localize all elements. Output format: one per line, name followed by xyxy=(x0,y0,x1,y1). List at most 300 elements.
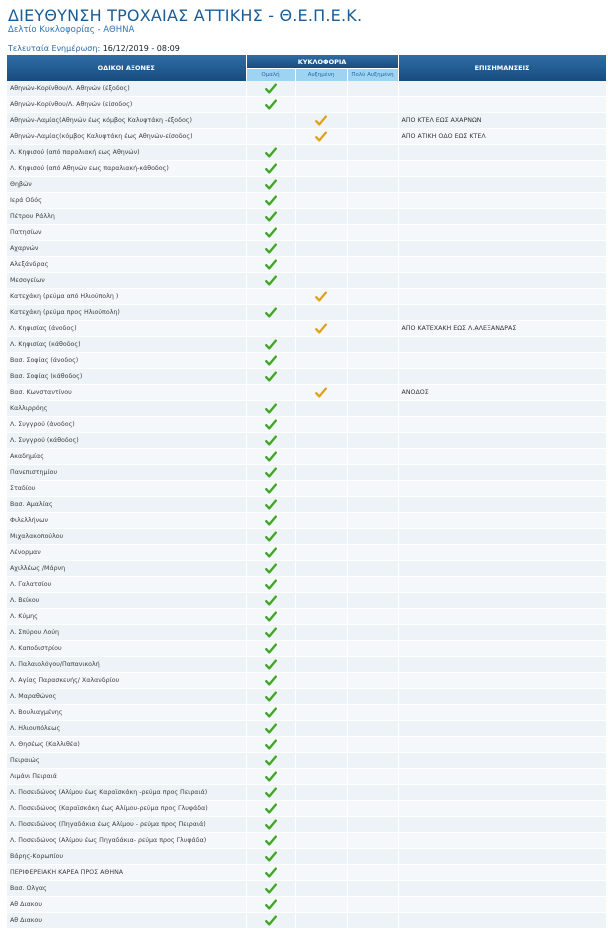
status-very-increased-cell xyxy=(347,753,398,769)
checkmark-icon xyxy=(315,291,327,302)
status-very-increased-cell xyxy=(347,241,398,257)
road-name: Βάρης-Κορωπίου xyxy=(7,849,246,865)
status-normal-cell xyxy=(246,177,295,193)
road-note xyxy=(398,497,606,513)
road-note xyxy=(398,737,606,753)
status-increased-cell xyxy=(295,129,347,145)
last-updated-value: 16/12/2019 - 08:09 xyxy=(102,44,180,53)
road-name: Πέτρου Ράλλη xyxy=(7,209,246,225)
status-very-increased-cell xyxy=(347,657,398,673)
status-very-increased-cell xyxy=(347,257,398,273)
status-increased-cell xyxy=(295,609,347,625)
road-name: Αθηνών-Λαμίας(Αθηνών έως κόμβος Καλυφτάκη -έξοδος) xyxy=(7,113,246,129)
table-row xyxy=(7,689,606,705)
road-note xyxy=(398,257,606,273)
page-header xyxy=(0,0,608,56)
checkmark-icon xyxy=(265,691,277,702)
road-name: Βασ. Ολγας xyxy=(7,881,246,897)
road-name: Κατεχάκη (ρεύμα προς Ηλιούπολη) xyxy=(7,305,246,321)
status-increased-cell xyxy=(295,833,347,849)
status-normal-cell xyxy=(246,801,295,817)
table-row xyxy=(7,529,606,545)
road-note xyxy=(398,881,606,897)
table-row xyxy=(7,513,606,529)
status-increased-cell xyxy=(295,801,347,817)
status-very-increased-cell xyxy=(347,833,398,849)
table-row xyxy=(7,657,606,673)
road-name: Λ. Ποσειδώνος (Αλίμου έως Καραϊσκάκη -ρεύμα προς Πειραιά) xyxy=(7,785,246,801)
table-row xyxy=(7,401,606,417)
table-row xyxy=(7,129,606,145)
status-normal-cell xyxy=(246,609,295,625)
status-very-increased-cell xyxy=(347,177,398,193)
road-name: Λ. Ηλιουπόλεως xyxy=(7,721,246,737)
status-normal-cell xyxy=(246,81,295,97)
road-name: Καλλιρρόης xyxy=(7,401,246,417)
status-normal-cell xyxy=(246,577,295,593)
table-row xyxy=(7,305,606,321)
road-name: ΠΕΡΙΦΕΡΕΙΑΚΗ ΚΑΡΕΑ ΠΡΟΣ ΑΘΗΝΑ xyxy=(7,865,246,881)
road-name: Λ. Παλαιολόγου/Παπανικολή xyxy=(7,657,246,673)
status-increased-cell xyxy=(295,449,347,465)
table-row xyxy=(7,193,606,209)
page-title: ΔΙΕΥΘΥΝΣΗ ΤΡΟΧΑΙΑΣ ΑΤΤΙΚΗΣ - Θ.Ε.Π.Ε.Κ. xyxy=(8,6,363,25)
status-normal-cell xyxy=(246,353,295,369)
road-name: Λ. Μαραθώνος xyxy=(7,689,246,705)
road-note xyxy=(398,529,606,545)
status-normal-cell xyxy=(246,273,295,289)
table-row xyxy=(7,497,606,513)
table-row xyxy=(7,673,606,689)
status-increased-cell xyxy=(295,673,347,689)
status-increased-cell xyxy=(295,113,347,129)
status-increased-cell xyxy=(295,81,347,97)
checkmark-icon xyxy=(265,611,277,622)
status-very-increased-cell xyxy=(347,449,398,465)
status-normal-cell xyxy=(246,289,295,305)
table-row xyxy=(7,753,606,769)
status-normal-cell xyxy=(246,161,295,177)
status-normal-cell xyxy=(246,737,295,753)
road-name: Αθηνών-Κορίνθου/Λ. Αθηνών (είσοδος) xyxy=(7,97,246,113)
status-very-increased-cell xyxy=(347,337,398,353)
road-name: Λ. Βουλιαγμένης xyxy=(7,705,246,721)
status-increased-cell xyxy=(295,593,347,609)
table-row xyxy=(7,609,606,625)
checkmark-icon xyxy=(265,915,277,926)
status-very-increased-cell xyxy=(347,497,398,513)
road-name: Λ. Ποσειδώνος (Αλίμου έως Πηγαδάκια- ρεύμα προς Γλυφάδα) xyxy=(7,833,246,849)
status-very-increased-cell xyxy=(347,81,398,97)
status-increased-cell xyxy=(295,769,347,785)
status-very-increased-cell xyxy=(347,577,398,593)
status-very-increased-cell xyxy=(347,529,398,545)
status-very-increased-cell xyxy=(347,401,398,417)
status-increased-cell xyxy=(295,561,347,577)
checkmark-icon xyxy=(265,339,277,350)
road-name: Λ. Ποσειδώνος (Καραϊσκάκη έως Αλίμου-ρεύμα προς Γλυφάδα) xyxy=(7,801,246,817)
status-normal-cell xyxy=(246,769,295,785)
status-normal-cell xyxy=(246,97,295,113)
road-note xyxy=(398,225,606,241)
road-note xyxy=(398,801,606,817)
status-increased-cell xyxy=(295,321,347,337)
table-row xyxy=(7,465,606,481)
road-note xyxy=(398,577,606,593)
status-normal-cell xyxy=(246,545,295,561)
status-increased-cell xyxy=(295,497,347,513)
table-row xyxy=(7,897,606,913)
status-increased-cell xyxy=(295,545,347,561)
checkmark-icon xyxy=(265,163,277,174)
road-name: Λ. Κηφισίας (κάθοδος) xyxy=(7,337,246,353)
table-row xyxy=(7,417,606,433)
status-increased-cell xyxy=(295,433,347,449)
road-name: Σταδίου xyxy=(7,481,246,497)
table-row xyxy=(7,625,606,641)
table-row xyxy=(7,433,606,449)
checkmark-icon xyxy=(265,675,277,686)
header-level-increased: Αυξημένη xyxy=(295,69,347,82)
road-name: Φιλελλήνων xyxy=(7,513,246,529)
road-name: Θηβών xyxy=(7,177,246,193)
road-note xyxy=(398,305,606,321)
status-very-increased-cell xyxy=(347,321,398,337)
status-normal-cell xyxy=(246,113,295,129)
road-note xyxy=(398,609,606,625)
status-increased-cell xyxy=(295,209,347,225)
checkmark-icon xyxy=(265,499,277,510)
road-note xyxy=(398,209,606,225)
road-note xyxy=(398,465,606,481)
road-name: Μιχαλακοπούλου xyxy=(7,529,246,545)
status-normal-cell xyxy=(246,881,295,897)
road-note xyxy=(398,593,606,609)
road-note xyxy=(398,401,606,417)
table-row xyxy=(7,225,606,241)
road-name: Βασ. Σοφίας (κάθοδος) xyxy=(7,369,246,385)
checkmark-icon xyxy=(315,131,327,142)
road-name: Λιμάνι Πειραιά xyxy=(7,769,246,785)
status-normal-cell xyxy=(246,401,295,417)
table-row xyxy=(7,449,606,465)
status-very-increased-cell xyxy=(347,433,398,449)
road-name: Πατησίων xyxy=(7,225,246,241)
table-row xyxy=(7,113,606,129)
road-note: ΑΠΟ ΚΤΕΛ ΕΩΣ ΑΧΑΡΝΩΝ xyxy=(398,113,606,129)
road-name: Λ. Κηφισού (από παραλιακή εως Αθηνών) xyxy=(7,145,246,161)
status-very-increased-cell xyxy=(347,689,398,705)
status-very-increased-cell xyxy=(347,353,398,369)
status-increased-cell xyxy=(295,641,347,657)
road-note xyxy=(398,193,606,209)
checkmark-icon xyxy=(265,419,277,430)
status-increased-cell xyxy=(295,529,347,545)
status-increased-cell xyxy=(295,417,347,433)
road-note xyxy=(398,241,606,257)
status-very-increased-cell xyxy=(347,817,398,833)
status-very-increased-cell xyxy=(347,785,398,801)
status-normal-cell xyxy=(246,257,295,273)
checkmark-icon xyxy=(265,627,277,638)
road-name: Λ. Βείκου xyxy=(7,593,246,609)
status-very-increased-cell xyxy=(347,705,398,721)
road-note xyxy=(398,369,606,385)
road-note xyxy=(398,417,606,433)
status-normal-cell xyxy=(246,449,295,465)
status-normal-cell xyxy=(246,673,295,689)
table-row xyxy=(7,913,606,929)
checkmark-icon xyxy=(265,243,277,254)
status-increased-cell xyxy=(295,273,347,289)
status-normal-cell xyxy=(246,625,295,641)
checkmark-icon xyxy=(265,467,277,478)
status-very-increased-cell xyxy=(347,849,398,865)
status-very-increased-cell xyxy=(347,913,398,929)
road-note xyxy=(398,913,606,929)
checkmark-icon xyxy=(265,435,277,446)
status-very-increased-cell xyxy=(347,193,398,209)
header-level-very-increased: Πολύ Αυξημένη xyxy=(347,69,398,82)
page-subtitle: Δελτίο Κυκλοφορίας - ΑΘΗΝΑ xyxy=(8,25,135,35)
status-very-increased-cell xyxy=(347,465,398,481)
header-roads: ΟΔΙΚΟΙ ΑΞΟΝΕΣ xyxy=(7,55,246,81)
table-row xyxy=(7,849,606,865)
status-normal-cell xyxy=(246,913,295,929)
checkmark-icon xyxy=(265,579,277,590)
status-normal-cell xyxy=(246,513,295,529)
table-row xyxy=(7,881,606,897)
road-name: Πειραιώς xyxy=(7,753,246,769)
checkmark-icon xyxy=(265,595,277,606)
road-name: Βασ. Σοφίας (άνοδος) xyxy=(7,353,246,369)
table-row xyxy=(7,833,606,849)
status-increased-cell xyxy=(295,97,347,113)
road-note xyxy=(398,81,606,97)
header-traffic: ΚΥΚΛΟΦΟΡΙΑ xyxy=(246,55,398,69)
road-name: Αθηνών-Λαμίας(κόμβος Καλυφτάκη έως Αθηνών-είσοδος) xyxy=(7,129,246,145)
status-increased-cell xyxy=(295,145,347,161)
table-row xyxy=(7,289,606,305)
road-name: Λ. Κηφισίας (άνοδος) xyxy=(7,321,246,337)
status-increased-cell xyxy=(295,385,347,401)
road-note xyxy=(398,753,606,769)
status-very-increased-cell xyxy=(347,385,398,401)
status-normal-cell xyxy=(246,369,295,385)
table-row xyxy=(7,721,606,737)
status-increased-cell xyxy=(295,849,347,865)
road-note xyxy=(398,689,606,705)
status-very-increased-cell xyxy=(347,113,398,129)
status-very-increased-cell xyxy=(347,369,398,385)
status-normal-cell xyxy=(246,305,295,321)
table-row xyxy=(7,385,606,401)
road-note xyxy=(398,353,606,369)
status-normal-cell xyxy=(246,865,295,881)
status-increased-cell xyxy=(295,817,347,833)
road-name: Λ. Κύμης xyxy=(7,609,246,625)
checkmark-icon xyxy=(265,275,277,286)
road-name: Μεσογείων xyxy=(7,273,246,289)
checkmark-icon xyxy=(265,803,277,814)
road-note xyxy=(398,865,606,881)
road-note xyxy=(398,641,606,657)
status-very-increased-cell xyxy=(347,865,398,881)
road-note xyxy=(398,273,606,289)
road-note xyxy=(398,481,606,497)
road-note xyxy=(398,721,606,737)
table-row xyxy=(7,865,606,881)
status-normal-cell xyxy=(246,481,295,497)
table-row xyxy=(7,369,606,385)
road-note xyxy=(398,513,606,529)
status-very-increased-cell xyxy=(347,801,398,817)
checkmark-icon xyxy=(265,179,277,190)
table-row xyxy=(7,257,606,273)
road-note xyxy=(398,769,606,785)
traffic-table-body xyxy=(7,81,606,929)
status-increased-cell xyxy=(295,689,347,705)
status-very-increased-cell xyxy=(347,673,398,689)
status-increased-cell xyxy=(295,369,347,385)
table-row xyxy=(7,737,606,753)
table-row xyxy=(7,817,606,833)
road-note: ΑΠΟ ΑΤΙΚΗ ΟΔΟ ΕΩΣ ΚΤΕΛ xyxy=(398,129,606,145)
table-row xyxy=(7,97,606,113)
table-row xyxy=(7,209,606,225)
status-very-increased-cell xyxy=(347,161,398,177)
table-row xyxy=(7,177,606,193)
checkmark-icon xyxy=(265,259,277,270)
table-row xyxy=(7,353,606,369)
checkmark-icon xyxy=(265,211,277,222)
status-very-increased-cell xyxy=(347,625,398,641)
table-row xyxy=(7,145,606,161)
status-increased-cell xyxy=(295,737,347,753)
table-row xyxy=(7,577,606,593)
status-increased-cell xyxy=(295,401,347,417)
status-increased-cell xyxy=(295,305,347,321)
status-normal-cell xyxy=(246,849,295,865)
road-note xyxy=(398,657,606,673)
road-note xyxy=(398,433,606,449)
checkmark-icon xyxy=(265,371,277,382)
status-normal-cell xyxy=(246,593,295,609)
checkmark-icon xyxy=(265,195,277,206)
status-very-increased-cell xyxy=(347,97,398,113)
road-note xyxy=(398,817,606,833)
road-note xyxy=(398,897,606,913)
road-name: Λ. Θησέως (Καλλιθέα) xyxy=(7,737,246,753)
status-very-increased-cell xyxy=(347,289,398,305)
status-very-increased-cell xyxy=(347,561,398,577)
status-increased-cell xyxy=(295,785,347,801)
road-name: Αχαρνών xyxy=(7,241,246,257)
road-name: Λ. Σπύρου Λούη xyxy=(7,625,246,641)
status-very-increased-cell xyxy=(347,769,398,785)
last-updated xyxy=(8,44,180,53)
status-normal-cell xyxy=(246,897,295,913)
road-note xyxy=(398,97,606,113)
status-very-increased-cell xyxy=(347,129,398,145)
checkmark-icon xyxy=(265,451,277,462)
checkmark-icon xyxy=(265,547,277,558)
road-note: ΑΝΟΔΟΣ xyxy=(398,385,606,401)
road-name: Λ. Συγγρού (κάθοδος) xyxy=(7,433,246,449)
status-normal-cell xyxy=(246,209,295,225)
checkmark-icon xyxy=(265,563,277,574)
table-row xyxy=(7,161,606,177)
status-normal-cell xyxy=(246,529,295,545)
road-name: Λ. Αγίας Παρασκευής/ Χαλανδρίου xyxy=(7,673,246,689)
status-increased-cell xyxy=(295,225,347,241)
checkmark-icon xyxy=(315,115,327,126)
road-note xyxy=(398,705,606,721)
header-notes: ΕΠΙΣΗΜΑΝΣΕΙΣ xyxy=(398,55,606,81)
status-increased-cell xyxy=(295,161,347,177)
status-normal-cell xyxy=(246,241,295,257)
status-increased-cell xyxy=(295,193,347,209)
road-name: Αθηνών-Κορίνθου/Λ. Αθηνών (έξοδος) xyxy=(7,81,246,97)
road-note xyxy=(398,561,606,577)
road-note xyxy=(398,545,606,561)
status-normal-cell xyxy=(246,721,295,737)
status-normal-cell xyxy=(246,129,295,145)
road-note xyxy=(398,161,606,177)
checkmark-icon xyxy=(265,83,277,94)
road-note xyxy=(398,785,606,801)
table-row xyxy=(7,769,606,785)
status-normal-cell xyxy=(246,785,295,801)
road-note: ΑΠΟ ΚΑΤΕΧΑΚΗ ΕΩΣ Λ.ΑΛΕΞΑΝΔΡΑΣ xyxy=(398,321,606,337)
road-name: Βασ. Αμαλίας xyxy=(7,497,246,513)
road-name: Ιερά Οδός xyxy=(7,193,246,209)
checkmark-icon xyxy=(265,515,277,526)
checkmark-icon xyxy=(265,531,277,542)
status-normal-cell xyxy=(246,337,295,353)
checkmark-icon xyxy=(265,819,277,830)
status-normal-cell xyxy=(246,817,295,833)
road-name: Ακαδημίας xyxy=(7,449,246,465)
table-row xyxy=(7,241,606,257)
table-row xyxy=(7,81,606,97)
status-increased-cell xyxy=(295,177,347,193)
checkmark-icon xyxy=(265,851,277,862)
road-note xyxy=(398,177,606,193)
status-increased-cell xyxy=(295,897,347,913)
road-note xyxy=(398,833,606,849)
status-increased-cell xyxy=(295,289,347,305)
status-increased-cell xyxy=(295,337,347,353)
road-name: Πανεπιστημίου xyxy=(7,465,246,481)
checkmark-icon xyxy=(265,771,277,782)
status-very-increased-cell xyxy=(347,481,398,497)
status-very-increased-cell xyxy=(347,513,398,529)
checkmark-icon xyxy=(265,787,277,798)
status-normal-cell xyxy=(246,833,295,849)
checkmark-icon xyxy=(265,883,277,894)
status-increased-cell xyxy=(295,481,347,497)
table-row xyxy=(7,785,606,801)
road-name: Αθ Διακου xyxy=(7,897,246,913)
checkmark-icon xyxy=(265,739,277,750)
status-very-increased-cell xyxy=(347,209,398,225)
road-name: Βασ. Κωνσταντίνου xyxy=(7,385,246,401)
status-increased-cell xyxy=(295,465,347,481)
status-increased-cell xyxy=(295,881,347,897)
status-very-increased-cell xyxy=(347,881,398,897)
road-note xyxy=(398,449,606,465)
